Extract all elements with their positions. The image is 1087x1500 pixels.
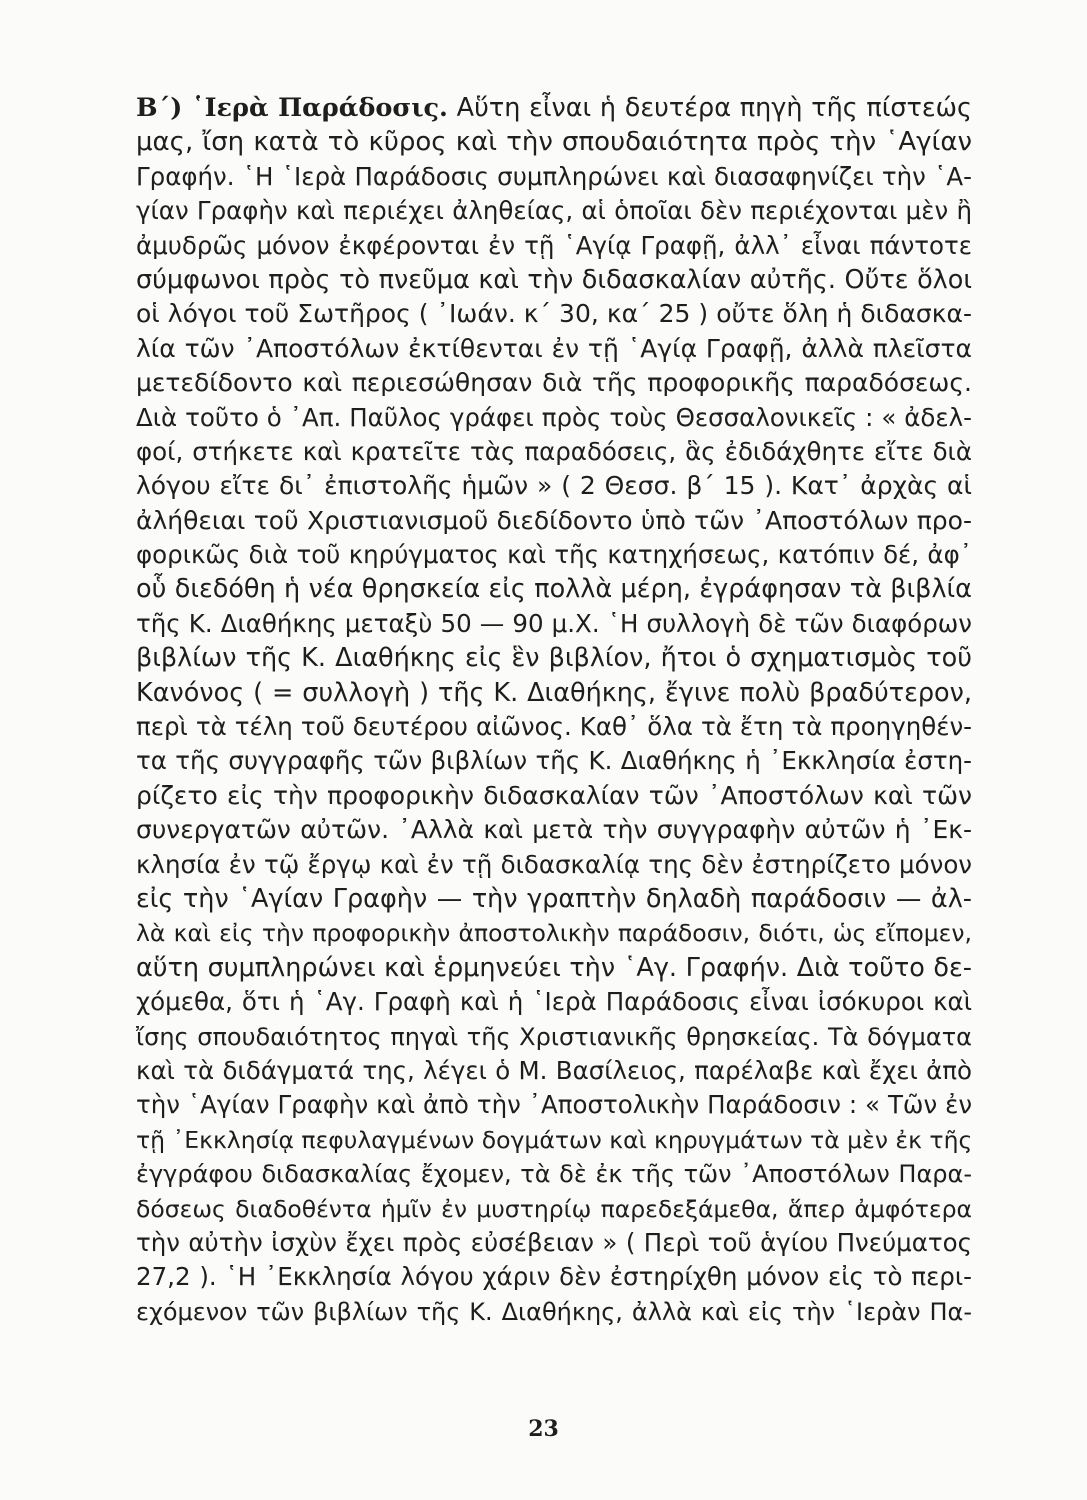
text-line: καὶ τὰ διδάγματά της, λέγει ὁ Μ. Βασίλειος, παρέλαβε καὶ ἔχει ἀπὸ (136, 1055, 972, 1085)
text-line: μας, ἴση κατὰ τὸ κῦρος καὶ τὴν σπουδαιότητα πρὸς τὴν ῾Αγίαν (136, 127, 972, 158)
text-line: γίαν Γραφὴν καὶ περιέχει ἀληθείας, αἱ ὁποῖαι δὲν περιέχονται μὲν ἢ (136, 196, 972, 226)
text-line: λόγου εἴτε δι᾽ ἐπιστολῆς ἡμῶν » ( 2 Θεσσ. β΄ 15 ). Κατ᾽ ἀρχὰς αἱ (136, 471, 972, 501)
text-line: λὰ καὶ εἰς τὴν προφορικὴν ἀποστολικὴν παράδοσιν, διότι, ὡς εἴπομεν, (136, 919, 972, 948)
text-line: ἀμυδρῶς μόνον ἐκφέρονται ἐν τῇ ῾Αγίᾳ Γραφῇ, ἀλλ᾽ εἶναι πάντοτε (136, 230, 972, 260)
text-line: οἱ λόγοι τοῦ Σωτῆρος ( ᾽Ιωάν. κ΄ 30, κα΄ 25 ) οὔτε ὅλη ἡ διδασκα- (136, 299, 972, 329)
text-line: χόμεθα, ὅτι ἡ ῾Αγ. Γραφὴ καὶ ἡ ῾Ιερὰ Παράδοσις εἶναι ἰσόκυροι καὶ (136, 987, 972, 1017)
text-line: φοί, στήκετε καὶ κρατεῖτε τὰς παραδόσεις, ἃς ἐδιδάχθητε εἴτε διὰ (136, 436, 972, 466)
text-line: αὕτη συμπληρώνει καὶ ἑρμηνεύει τὴν ῾Αγ. Γραφήν. Διὰ τοῦτο δε- (136, 952, 972, 983)
text-line: ρίζετο εἰς τὴν προφορικὴν διδασκαλίαν τῶν ᾽Αποστόλων καὶ τῶν (136, 780, 972, 810)
text-line: λία τῶν ᾽Αποστόλων ἐκτίθενται ἐν τῇ ῾Αγίᾳ Γραφῇ, ἀλλὰ πλεῖστα (136, 333, 972, 363)
text-line: τα τῆς συγγραφῆς τῶν βιβλίων τῆς Κ. Διαθήκης ἡ ᾽Εκκλησία ἐστη- (136, 746, 972, 776)
text-line: Κανόνος ( = συλλογὴ ) τῆς Κ. Διαθήκης, ἔγινε πολὺ βραδύτερον, (136, 677, 972, 708)
text-line: εἰς τὴν ῾Αγίαν Γραφὴν — τὴν γραπτὴν δηλαδὴ παράδοσιν — ἀλ- (136, 883, 972, 914)
text-line: σύμφωνοι πρὸς τὸ πνεῦμα καὶ τὴν διδασκαλίαν αὐτῆς. Οὔτε ὅλοι (136, 264, 972, 295)
text-line: εχόμενον τῶν βιβλίων τῆς Κ. Διαθήκης, ἀλλὰ καὶ εἰς τὴν ῾Ιερὰν Πα- (136, 1297, 972, 1326)
text-line: κλησία ἐν τῷ ἔργῳ καὶ ἐν τῇ διδασκαλίᾳ της δὲν ἐστηρίζετο μόνον (136, 849, 972, 879)
text-line: περὶ τὰ τέλη τοῦ δευτέρου αἰῶνος. Καθ᾽ ὅλα τὰ ἔτη τὰ προηγηθέν- (136, 712, 972, 742)
section-heading: Β΄) ῾Ιερὰ Παράδοσις. (136, 93, 448, 123)
body-text (136, 91, 972, 1329)
text-line: τὴν ῾Αγίαν Γραφὴν καὶ ἀπὸ τὴν ᾽Αποστολικὴν Παράδοσιν : « Τῶν ἐν (136, 1090, 972, 1120)
text-line: τῇ ᾽Εκκλησίᾳ πεφυλαγμένων δογμάτων καὶ κηρυγμάτων τὰ μὲν ἐκ τῆς (136, 1125, 972, 1154)
first-line-text: Αὕτη εἶναι ἡ δευτέρα πηγὴ τῆς πίστεώς (447, 93, 972, 123)
text-line: τὴν αὐτὴν ἰσχὺν ἔχει πρὸς εὐσέβειαν » ( Περὶ τοῦ ἁγίου Πνεύματος (136, 1227, 972, 1257)
text-line: μετεδίδοντο καὶ περιεσώθησαν διὰ τῆς προφορικῆς παραδόσεως. (136, 368, 972, 398)
text-line: ἐγγράφου διδασκαλίας ἔχομεν, τὰ δὲ ἐκ τῆς τῶν ᾽Αποστόλων Παρα- (136, 1160, 972, 1189)
text-line: Γραφήν. ῾Η ῾Ιερὰ Παράδοσις συμπληρώνει καὶ διασαφηνίζει τὴν ῾Α- (136, 161, 972, 191)
page-number: 23 (528, 1416, 559, 1442)
text-line: ἴσης σπουδαιότητος πηγαὶ τῆς Χριστιανικῆς θρησκείας. Τὰ δόγματα (136, 1022, 972, 1051)
text-line: δόσεως διαδοθέντα ἡμῖν ἐν μυστηρίῳ παρεδεξάμεθα, ἅπερ ἀμφότερα (136, 1194, 972, 1223)
text-line (136, 91, 972, 125)
text-line: συνεργατῶν αὐτῶν. ᾽Αλλὰ καὶ μετὰ τὴν συγγραφὴν αὐτῶν ἡ ᾽Εκ- (136, 815, 972, 845)
text-line: βιβλίων τῆς Κ. Διαθήκης εἰς ἓν βιβλίον, ἤτοι ὁ σχηματισμὸς τοῦ (136, 643, 972, 674)
text-line: ἀλήθειαι τοῦ Χριστιανισμοῦ διεδίδοντο ὑπὸ τῶν ᾽Αποστόλων προ- (136, 505, 972, 535)
text-line: Διὰ τοῦτο ὁ ᾽Απ. Παῦλος γράφει πρὸς τοὺς Θεσσαλονικεῖς : « ἀδελ- (136, 402, 972, 432)
text-line: τῆς Κ. Διαθήκης μεταξὺ 50 — 90 μ.Χ. ῾Η συλλογὴ δὲ τῶν διαφόρων (136, 608, 972, 638)
text-line: φορικῶς διὰ τοῦ κηρύγματος καὶ τῆς κατηχήσεως, κατόπιν δέ, ἀφ᾽ (136, 540, 972, 570)
text-line: οὗ διεδόθη ἡ νέα θρησκεία εἰς πολλὰ μέρη, ἐγράφησαν τὰ βιβλία (136, 574, 972, 605)
text-line: 27,2 ). ῾Η ᾽Εκκλησία λόγου χάριν δὲν ἐστηρίχθη μόνον εἰς τὸ περι- (136, 1262, 972, 1292)
